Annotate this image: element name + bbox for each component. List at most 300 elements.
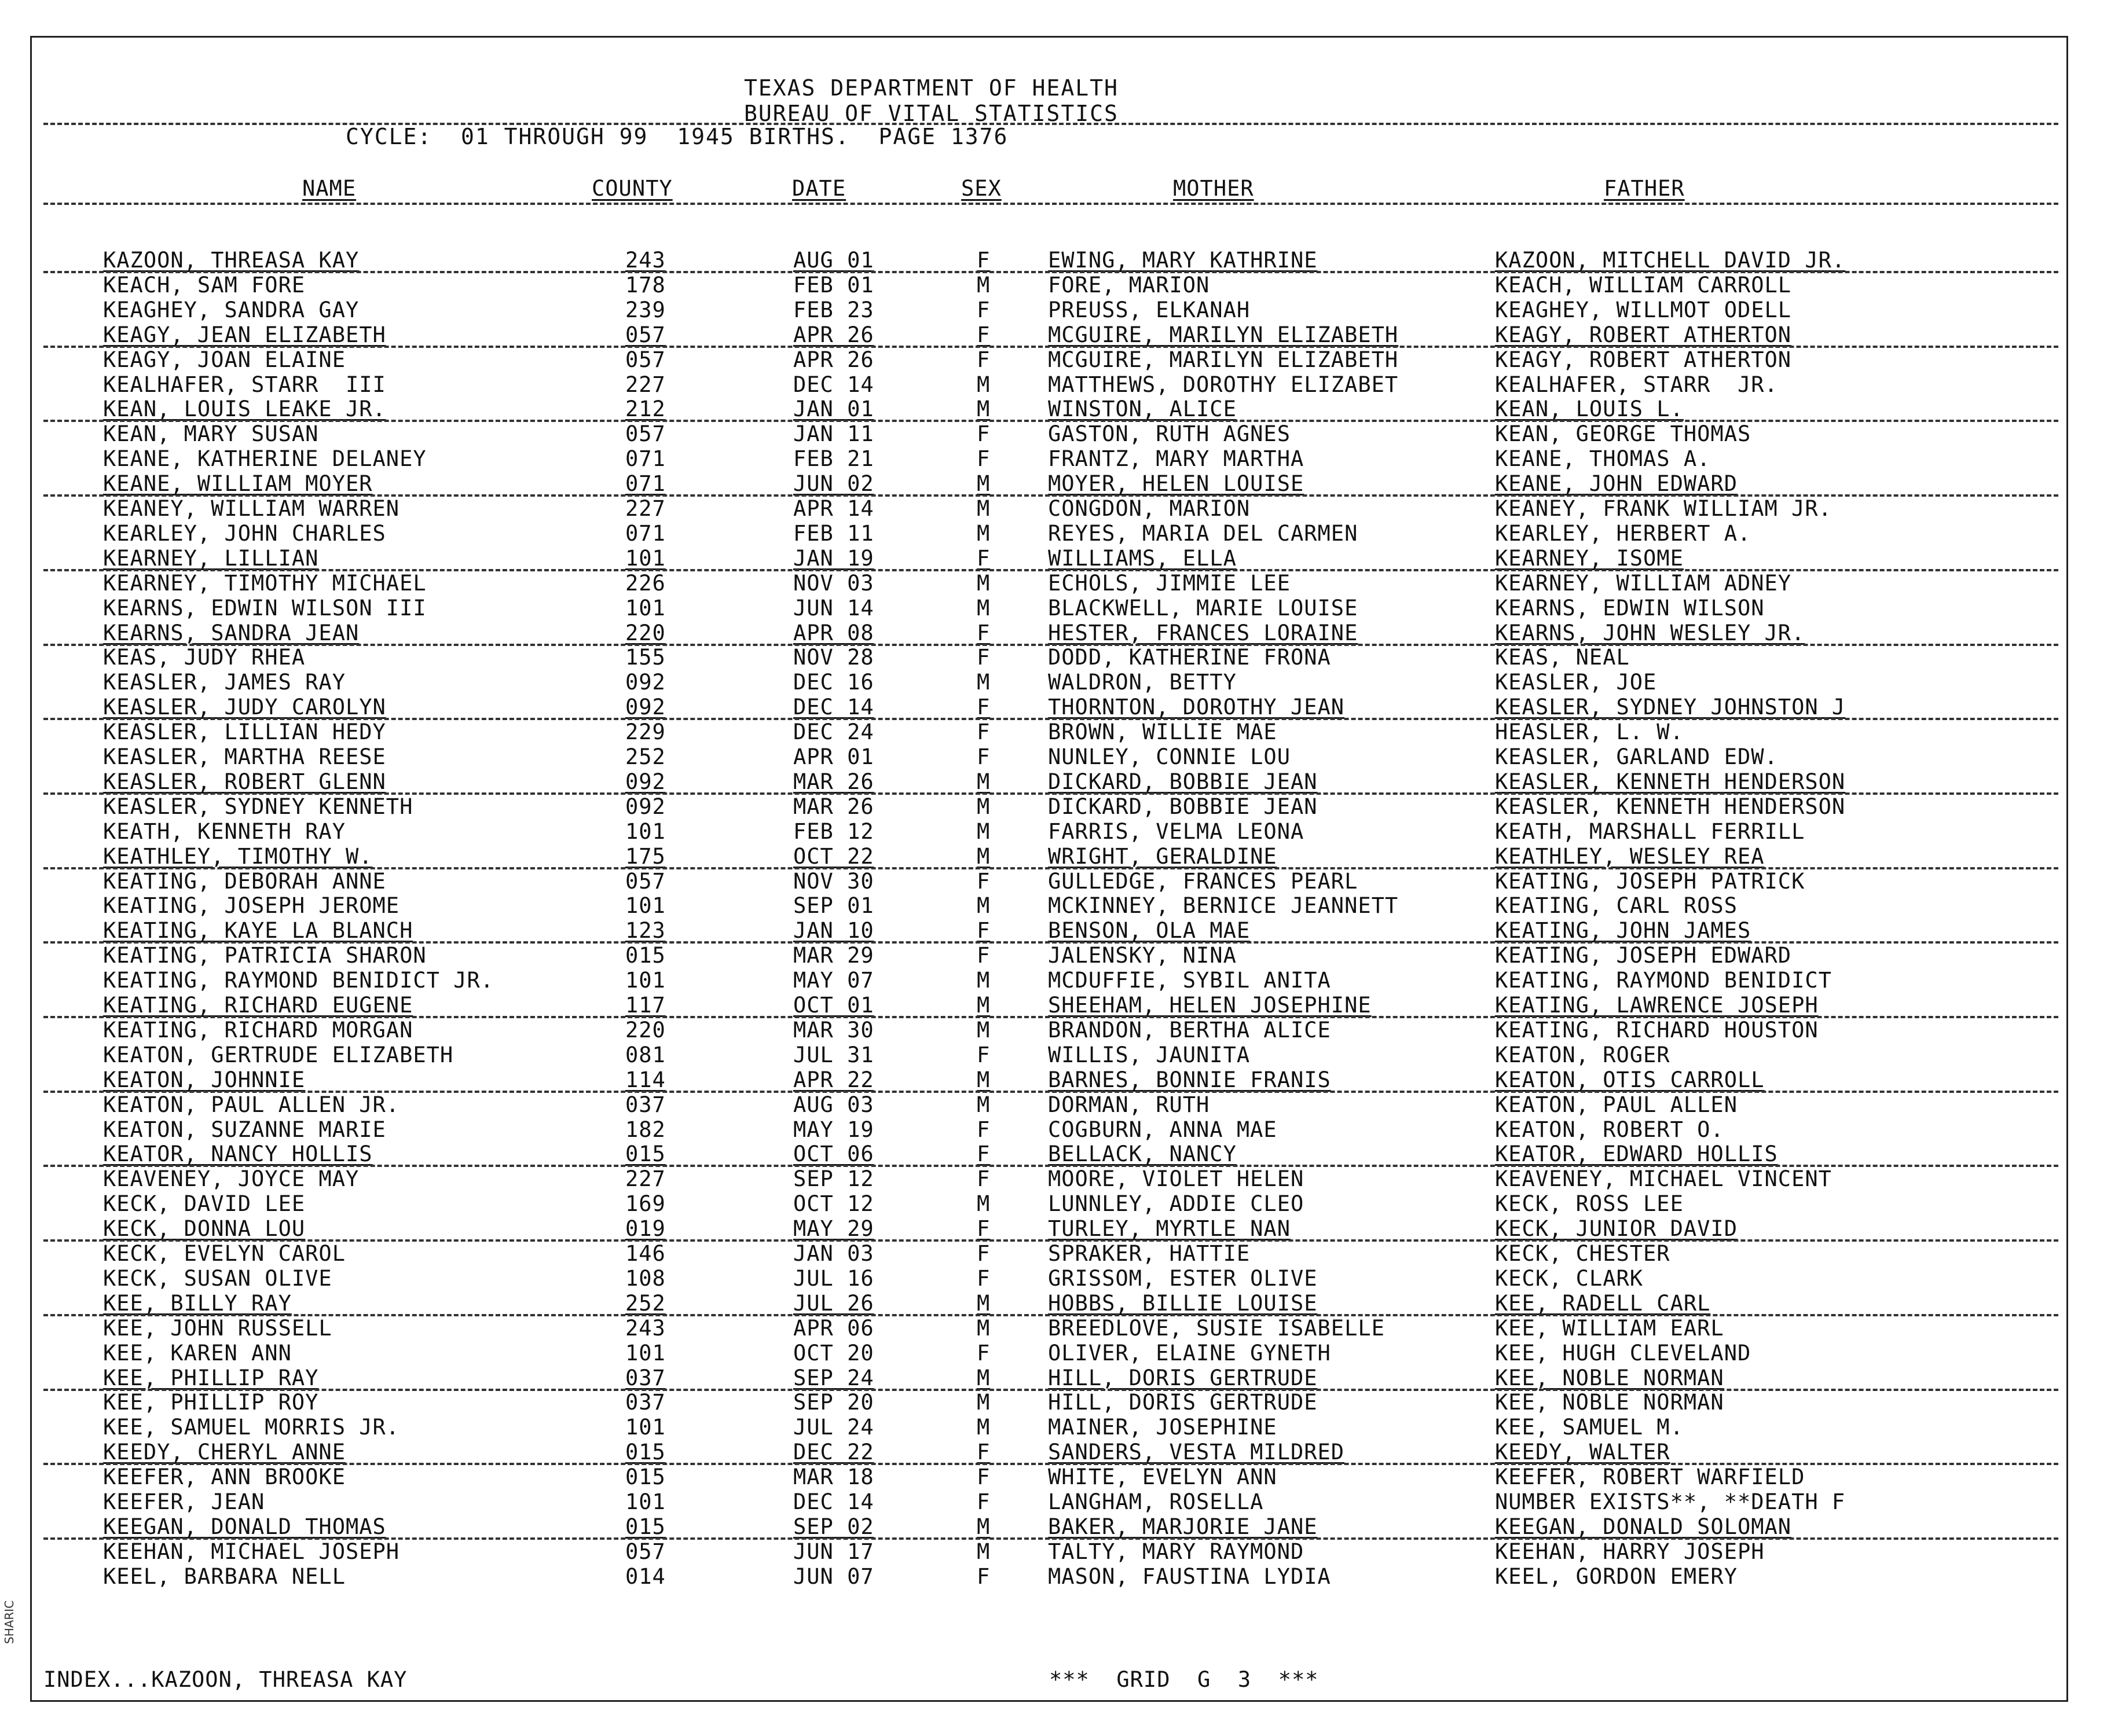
cell-county: 092 — [625, 794, 666, 819]
cell-sex: F — [977, 1241, 991, 1266]
cell-date: JUN 02 — [793, 471, 874, 497]
table-row — [0, 596, 2111, 621]
cell-county: 146 — [625, 1241, 666, 1266]
cell-name: KEARNEY, LILLIAN — [103, 545, 319, 571]
cell-date: APR 26 — [793, 322, 874, 347]
cell-date: MAR 26 — [793, 794, 874, 819]
cell-date: OCT 12 — [793, 1191, 874, 1217]
cell-name: KEATING, RICHARD MORGAN — [103, 1017, 413, 1043]
column-header-sex: SEX — [961, 176, 1002, 201]
cell-date: NOV 28 — [793, 645, 874, 670]
table-row — [0, 720, 2111, 744]
cell-sex: M — [977, 1390, 991, 1415]
cell-mother: HESTER, FRANCES LORAINE — [1048, 620, 1358, 645]
cell-name: KEATING, PATRICIA SHARON — [103, 943, 427, 968]
cell-county: 057 — [625, 421, 666, 447]
cell-mother: GULLEDGE, FRANCES PEARL — [1048, 868, 1358, 894]
cell-name: KEAGY, JOAN ELAINE — [103, 347, 346, 372]
cell-date: FEB 23 — [793, 297, 874, 322]
cell-name: KEAVENEY, JOYCE MAY — [103, 1166, 360, 1192]
cell-sex: M — [977, 272, 991, 298]
cell-name: KEASLER, MARTHA REESE — [103, 744, 386, 769]
cell-date: DEC 16 — [793, 670, 874, 695]
cell-mother: EWING, MARY KATHRINE — [1048, 248, 1318, 273]
side-mark: SHARIC — [2, 1600, 16, 1644]
cell-mother: WHITE, EVELYN ANN — [1048, 1465, 1277, 1490]
cycle-line: CYCLE: 01 THROUGH 99 1945 BIRTHS. PAGE 1376 — [346, 124, 1009, 149]
cell-sex: F — [977, 744, 991, 769]
cell-county: 092 — [625, 769, 666, 794]
cell-county: 101 — [625, 545, 666, 571]
cell-name: KEATING, DEBORAH ANNE — [103, 868, 386, 894]
cell-father: KEAS, NEAL — [1495, 645, 1630, 670]
cell-mother: SHEEHAM, HELEN JOSEPHINE — [1048, 993, 1372, 1018]
cell-county: 057 — [625, 347, 666, 372]
table-row — [0, 521, 2111, 546]
cell-date: AUG 01 — [793, 248, 874, 273]
cell-date: MAY 19 — [793, 1117, 874, 1142]
cell-county: 057 — [625, 1539, 666, 1564]
cell-mother: LANGHAM, ROSELLA — [1048, 1489, 1264, 1514]
cell-name: KEE, SAMUEL MORRIS JR. — [103, 1415, 400, 1440]
cell-sex: F — [977, 347, 991, 372]
cell-sex: M — [977, 1539, 991, 1564]
table-row — [0, 298, 2111, 322]
cell-sex: F — [977, 720, 991, 745]
cell-name: KEATON, PAUL ALLEN JR. — [103, 1092, 400, 1117]
cell-father: KEARNS, JOHN WESLEY JR. — [1495, 620, 1805, 645]
cell-father: KEASLER, KENNETH HENDERSON — [1495, 769, 1846, 794]
cell-sex: M — [977, 496, 991, 521]
cell-father: NUMBER EXISTS**, **DEATH F — [1495, 1489, 1846, 1514]
cell-date: MAR 29 — [793, 943, 874, 968]
cell-mother: MASON, FAUSTINA LYDIA — [1048, 1563, 1331, 1589]
cell-date: OCT 20 — [793, 1340, 874, 1366]
cell-name: KEANEY, WILLIAM WARREN — [103, 496, 400, 521]
cell-mother: SPRAKER, HATTIE — [1048, 1241, 1251, 1266]
cell-county: 015 — [625, 1465, 666, 1490]
cell-father: KEATON, ROGER — [1495, 1042, 1670, 1067]
cell-date: SEP 20 — [793, 1390, 874, 1415]
cell-date: SEP 02 — [793, 1514, 874, 1539]
table-row — [0, 446, 2111, 471]
cell-sex: F — [977, 1465, 991, 1490]
table-row — [0, 1514, 2111, 1539]
cell-sex: M — [977, 372, 991, 397]
cell-father: KEE, NOBLE NORMAN — [1495, 1365, 1724, 1390]
cell-mother: OLIVER, ELAINE GYNETH — [1048, 1340, 1331, 1366]
table-row — [0, 248, 2111, 273]
table-row — [0, 347, 2111, 372]
cell-name: KEASLER, ROBERT GLENN — [103, 769, 386, 794]
table-row — [0, 1539, 2111, 1564]
cell-mother: DORMAN, RUTH — [1048, 1092, 1210, 1117]
cell-sex: M — [977, 1017, 991, 1043]
cell-name: KEAN, MARY SUSAN — [103, 421, 319, 447]
cell-mother: BARNES, BONNIE FRANIS — [1048, 1067, 1331, 1092]
cell-mother: ECHOLS, JIMMIE LEE — [1048, 570, 1291, 596]
cell-name: KEALHAFER, STARR III — [103, 372, 386, 397]
cell-county: 229 — [625, 720, 666, 745]
cell-date: JAN 19 — [793, 545, 874, 571]
cell-county: 175 — [625, 843, 666, 869]
cell-county: 212 — [625, 397, 666, 422]
table-row — [0, 943, 2111, 968]
table-row — [0, 1266, 2111, 1291]
cell-name: KEANE, KATHERINE DELANEY — [103, 446, 427, 472]
cell-name: KEATOR, NANCY HOLLIS — [103, 1142, 373, 1167]
cell-sex: M — [977, 570, 991, 596]
cell-date: OCT 06 — [793, 1142, 874, 1167]
cell-date: APR 08 — [793, 620, 874, 645]
cell-date: JUN 17 — [793, 1539, 874, 1564]
cell-mother: GASTON, RUTH AGNES — [1048, 421, 1291, 447]
cell-mother: COGBURN, ANNA MAE — [1048, 1117, 1277, 1142]
cell-county: 101 — [625, 968, 666, 993]
cell-county: 092 — [625, 695, 666, 720]
cell-father: KEATH, MARSHALL FERRILL — [1495, 819, 1805, 844]
cell-county: 243 — [625, 248, 666, 273]
table-row — [0, 1440, 2111, 1465]
cell-father: KEATING, CARL ROSS — [1495, 893, 1738, 919]
cell-mother: DICKARD, BOBBIE JEAN — [1048, 794, 1318, 819]
cell-county: 252 — [625, 744, 666, 769]
cell-sex: F — [977, 918, 991, 944]
cell-mother: HILL, DORIS GERTRUDE — [1048, 1390, 1318, 1415]
cell-father: KECK, JUNIOR DAVID — [1495, 1216, 1738, 1242]
cell-sex: F — [977, 1166, 991, 1192]
cell-mother: THORNTON, DOROTHY JEAN — [1048, 695, 1345, 720]
cell-name: KEARNEY, TIMOTHY MICHAEL — [103, 570, 427, 596]
cell-sex: F — [977, 545, 991, 571]
table-row — [0, 794, 2111, 819]
cell-county: 155 — [625, 645, 666, 670]
cell-father: KEAN, LOUIS L. — [1495, 397, 1684, 422]
cell-name: KEE, JOHN RUSSELL — [103, 1315, 332, 1341]
index-line: INDEX...KAZOON, THREASA KAY — [43, 1667, 408, 1692]
cell-county: 071 — [625, 471, 666, 497]
cell-date: NOV 03 — [793, 570, 874, 596]
cell-county: 227 — [625, 372, 666, 397]
cell-sex: F — [977, 1142, 991, 1167]
column-header-father: FATHER — [1604, 176, 1685, 201]
cell-father: KEATING, LAWRENCE JOSEPH — [1495, 993, 1819, 1018]
cell-mother: BREEDLOVE, SUSIE ISABELLE — [1048, 1315, 1385, 1341]
cell-date: MAR 30 — [793, 1017, 874, 1043]
cell-name: KECK, EVELYN CAROL — [103, 1241, 346, 1266]
cell-father: KEASLER, KENNETH HENDERSON — [1495, 794, 1846, 819]
cell-county: 227 — [625, 1166, 666, 1192]
cell-date: MAR 18 — [793, 1465, 874, 1490]
table-row — [0, 273, 2111, 298]
cell-date: APR 14 — [793, 496, 874, 521]
cell-name: KEE, BILLY RAY — [103, 1290, 292, 1316]
cell-mother: HILL, DORIS GERTRUDE — [1048, 1365, 1318, 1390]
cell-date: APR 26 — [793, 347, 874, 372]
cell-county: 101 — [625, 595, 666, 621]
cell-county: 182 — [625, 1117, 666, 1142]
cell-date: OCT 22 — [793, 843, 874, 869]
table-row — [0, 844, 2111, 869]
cell-name: KEEGAN, DONALD THOMAS — [103, 1514, 386, 1539]
table-row — [0, 1117, 2111, 1142]
cell-sex: F — [977, 322, 991, 347]
cell-date: MAY 07 — [793, 968, 874, 993]
cell-name: KEEHAN, MICHAEL JOSEPH — [103, 1539, 400, 1564]
cell-county: 015 — [625, 1142, 666, 1167]
cell-mother: MOORE, VIOLET HELEN — [1048, 1166, 1304, 1192]
cell-father: KEEGAN, DONALD SOLOMAN — [1495, 1514, 1792, 1539]
cell-date: DEC 14 — [793, 1489, 874, 1514]
cell-father: KEATING, JOSEPH PATRICK — [1495, 868, 1805, 894]
cell-name: KEEDY, CHERYL ANNE — [103, 1440, 346, 1465]
cell-sex: F — [977, 620, 991, 645]
cell-sex: F — [977, 1440, 991, 1465]
cell-sex: F — [977, 446, 991, 472]
table-row — [0, 1166, 2111, 1191]
cell-county: 252 — [625, 1290, 666, 1316]
cell-date: JAN 03 — [793, 1241, 874, 1266]
cell-mother: REYES, MARIA DEL CARMEN — [1048, 520, 1358, 546]
table-row — [0, 744, 2111, 769]
cell-county: 220 — [625, 1017, 666, 1043]
cell-county: 092 — [625, 670, 666, 695]
cell-name: KEAS, JUDY RHEA — [103, 645, 306, 670]
cell-county: 037 — [625, 1092, 666, 1117]
table-row — [0, 421, 2111, 446]
cell-sex: M — [977, 1514, 991, 1539]
cell-father: KEAGY, ROBERT ATHERTON — [1495, 322, 1792, 347]
cell-mother: BRANDON, BERTHA ALICE — [1048, 1017, 1331, 1043]
cell-name: KECK, SUSAN OLIVE — [103, 1265, 332, 1291]
cell-county: 101 — [625, 1489, 666, 1514]
table-row — [0, 1415, 2111, 1440]
cell-sex: M — [977, 968, 991, 993]
cell-county: 037 — [625, 1365, 666, 1390]
cell-name: KEATING, JOSEPH JEROME — [103, 893, 400, 919]
cell-sex: M — [977, 794, 991, 819]
cell-mother: BELLACK, NANCY — [1048, 1142, 1237, 1167]
cell-father: KEARNEY, ISOME — [1495, 545, 1684, 571]
cell-father: KEASLER, SYDNEY JOHNSTON J — [1495, 695, 1846, 720]
cell-date: DEC 14 — [793, 372, 874, 397]
cell-date: JUL 16 — [793, 1265, 874, 1291]
cell-county: 081 — [625, 1042, 666, 1067]
cell-mother: WILLIS, JAUNITA — [1048, 1042, 1251, 1067]
table-row — [0, 1564, 2111, 1589]
cell-mother: MCKINNEY, BERNICE JEANNETT — [1048, 893, 1399, 919]
table-row — [0, 471, 2111, 496]
table-row — [0, 645, 2111, 670]
cell-county: 243 — [625, 1315, 666, 1341]
cell-date: JUN 14 — [793, 595, 874, 621]
cell-name: KEARNS, EDWIN WILSON III — [103, 595, 427, 621]
cell-father: KEAGY, ROBERT ATHERTON — [1495, 347, 1792, 372]
cell-county: 014 — [625, 1563, 666, 1589]
cell-mother: WRIGHT, GERALDINE — [1048, 843, 1277, 869]
cell-father: KEE, HUGH CLEVELAND — [1495, 1340, 1751, 1366]
cell-county: 117 — [625, 993, 666, 1018]
table-row — [0, 1067, 2111, 1092]
cell-mother: BENSON, OLA MAE — [1048, 918, 1251, 944]
cell-date: JUN 07 — [793, 1563, 874, 1589]
cell-mother: SANDERS, VESTA MILDRED — [1048, 1440, 1345, 1465]
cell-father: KEATING, JOHN JAMES — [1495, 918, 1751, 944]
cell-father: KEEL, GORDON EMERY — [1495, 1563, 1738, 1589]
cell-name: KEASLER, JUDY CAROLYN — [103, 695, 386, 720]
cell-county: 015 — [625, 943, 666, 968]
table-row — [0, 1241, 2111, 1266]
header-title: TEXAS DEPARTMENT OF HEALTH — [744, 75, 1119, 101]
cell-name: KEATING, RAYMOND BENIDICT JR. — [103, 968, 494, 993]
table-row — [0, 670, 2111, 695]
cell-name: KEEFER, JEAN — [103, 1489, 265, 1514]
cell-date: APR 01 — [793, 744, 874, 769]
cell-father: KEE, WILLIAM EARL — [1495, 1315, 1724, 1341]
table-row — [0, 571, 2111, 596]
table-row — [0, 893, 2111, 918]
cell-name: KEAGHEY, SANDRA GAY — [103, 297, 360, 322]
cell-date: FEB 12 — [793, 819, 874, 844]
table-row — [0, 1142, 2111, 1166]
cell-date: SEP 01 — [793, 893, 874, 919]
cell-date: NOV 30 — [793, 868, 874, 894]
cell-name: KEARLEY, JOHN CHARLES — [103, 520, 386, 546]
cell-county: 101 — [625, 893, 666, 919]
table-row — [0, 695, 2111, 720]
cell-name: KAZOON, THREASA KAY — [103, 248, 360, 273]
column-header-mother: MOTHER — [1173, 176, 1254, 201]
cell-mother: DICKARD, BOBBIE JEAN — [1048, 769, 1318, 794]
cell-sex: M — [977, 397, 991, 422]
table-row — [0, 819, 2111, 844]
cell-date: DEC 14 — [793, 695, 874, 720]
cell-sex: F — [977, 1117, 991, 1142]
cell-father: KEANEY, FRANK WILLIAM JR. — [1495, 496, 1832, 521]
cell-father: KEEHAN, HARRY JOSEPH — [1495, 1539, 1765, 1564]
cell-name: KEARNS, SANDRA JEAN — [103, 620, 360, 645]
cell-name: KEATHLEY, TIMOTHY W. — [103, 843, 373, 869]
table-row — [0, 1092, 2111, 1117]
cell-father: KEATON, PAUL ALLEN — [1495, 1092, 1738, 1117]
table-row — [0, 496, 2111, 521]
cell-sex: M — [977, 1365, 991, 1390]
cell-name: KEE, PHILLIP ROY — [103, 1390, 319, 1415]
cell-name: KEAN, LOUIS LEAKE JR. — [103, 397, 386, 422]
cell-mother: PREUSS, ELKANAH — [1048, 297, 1251, 322]
cell-father: KEACH, WILLIAM CARROLL — [1495, 272, 1792, 298]
cell-mother: WALDRON, BETTY — [1048, 670, 1237, 695]
cell-date: SEP 12 — [793, 1166, 874, 1192]
cell-father: KEASLER, GARLAND EDW. — [1495, 744, 1778, 769]
table-row — [0, 1216, 2111, 1241]
cell-sex: M — [977, 471, 991, 497]
cell-date: JUL 26 — [793, 1290, 874, 1316]
table-row — [0, 1390, 2111, 1415]
table-row — [0, 1341, 2111, 1366]
cell-name: KEE, PHILLIP RAY — [103, 1365, 319, 1390]
cell-father: KEANE, JOHN EDWARD — [1495, 471, 1738, 497]
cell-father: KEATING, JOSEPH EDWARD — [1495, 943, 1792, 968]
cell-sex: M — [977, 819, 991, 844]
column-header-name: NAME — [302, 176, 357, 201]
cell-date: DEC 22 — [793, 1440, 874, 1465]
table-row — [0, 322, 2111, 347]
cell-mother: FRANTZ, MARY MARTHA — [1048, 446, 1304, 472]
cell-mother: MATTHEWS, DOROTHY ELIZABET — [1048, 372, 1399, 397]
cell-date: JAN 10 — [793, 918, 874, 944]
cell-date: MAR 26 — [793, 769, 874, 794]
cell-father: KEE, SAMUEL M. — [1495, 1415, 1684, 1440]
cell-sex: F — [977, 1489, 991, 1514]
cell-sex: M — [977, 1067, 991, 1092]
cell-name: KECK, DAVID LEE — [103, 1191, 306, 1217]
table-row — [0, 1191, 2111, 1216]
cell-father: KEAGHEY, WILLMOT ODELL — [1495, 297, 1792, 322]
header-subtitle: BUREAU OF VITAL STATISTICS — [744, 101, 1119, 126]
cell-name: KEATH, KENNETH RAY — [103, 819, 346, 844]
table-row — [0, 1465, 2111, 1489]
cell-name: KEATON, JOHNNIE — [103, 1067, 306, 1092]
grid-label: *** GRID G 3 *** — [1049, 1667, 1319, 1692]
cell-county: 037 — [625, 1390, 666, 1415]
table-row — [0, 1489, 2111, 1514]
cell-county: 101 — [625, 1340, 666, 1366]
cell-date: JAN 11 — [793, 421, 874, 447]
table-row — [0, 918, 2111, 943]
cell-mother: LUNNLEY, ADDIE CLEO — [1048, 1191, 1304, 1217]
cell-father: KEARNS, EDWIN WILSON — [1495, 595, 1765, 621]
cell-name: KEATON, SUZANNE MARIE — [103, 1117, 386, 1142]
cell-sex: F — [977, 943, 991, 968]
cell-sex: F — [977, 1216, 991, 1242]
cell-county: 220 — [625, 620, 666, 645]
cell-county: 101 — [625, 1415, 666, 1440]
cell-name: KEANE, WILLIAM MOYER — [103, 471, 373, 497]
cell-father: KEATON, ROBERT O. — [1495, 1117, 1724, 1142]
cell-sex: M — [977, 1191, 991, 1217]
cell-date: JUL 24 — [793, 1415, 874, 1440]
cell-father: KEATOR, EDWARD HOLLIS — [1495, 1142, 1778, 1167]
table-row — [0, 968, 2111, 993]
cell-sex: F — [977, 645, 991, 670]
cell-county: 057 — [625, 868, 666, 894]
cell-father: KEATHLEY, WESLEY REA — [1495, 843, 1765, 869]
cell-date: FEB 11 — [793, 520, 874, 546]
table-row — [0, 993, 2111, 1018]
cell-father: KEANE, THOMAS A. — [1495, 446, 1711, 472]
cell-father: KEARNEY, WILLIAM ADNEY — [1495, 570, 1792, 596]
cell-name: KEATING, RICHARD EUGENE — [103, 993, 413, 1018]
table-row — [0, 1366, 2111, 1390]
table-row — [0, 1043, 2111, 1067]
cell-name: KEASLER, SYDNEY KENNETH — [103, 794, 413, 819]
cell-father: KEEFER, ROBERT WARFIELD — [1495, 1465, 1805, 1490]
cell-mother: BAKER, MARJORIE JANE — [1048, 1514, 1318, 1539]
cell-name: KEACH, SAM FORE — [103, 272, 306, 298]
cell-date: AUG 03 — [793, 1092, 874, 1117]
cell-mother: BLACKWELL, MARIE LOUISE — [1048, 595, 1358, 621]
cell-mother: JALENSKY, NINA — [1048, 943, 1237, 968]
cell-father: KEAN, GEORGE THOMAS — [1495, 421, 1751, 447]
cell-county: 123 — [625, 918, 666, 944]
cell-mother: TURLEY, MYRTLE NAN — [1048, 1216, 1291, 1242]
cell-father: KEEDY, WALTER — [1495, 1440, 1670, 1465]
cell-name: KEATON, GERTRUDE ELIZABETH — [103, 1042, 454, 1067]
column-header-date: DATE — [792, 176, 846, 201]
cell-mother: DODD, KATHERINE FRONA — [1048, 645, 1331, 670]
cell-mother: CONGDON, MARION — [1048, 496, 1251, 521]
